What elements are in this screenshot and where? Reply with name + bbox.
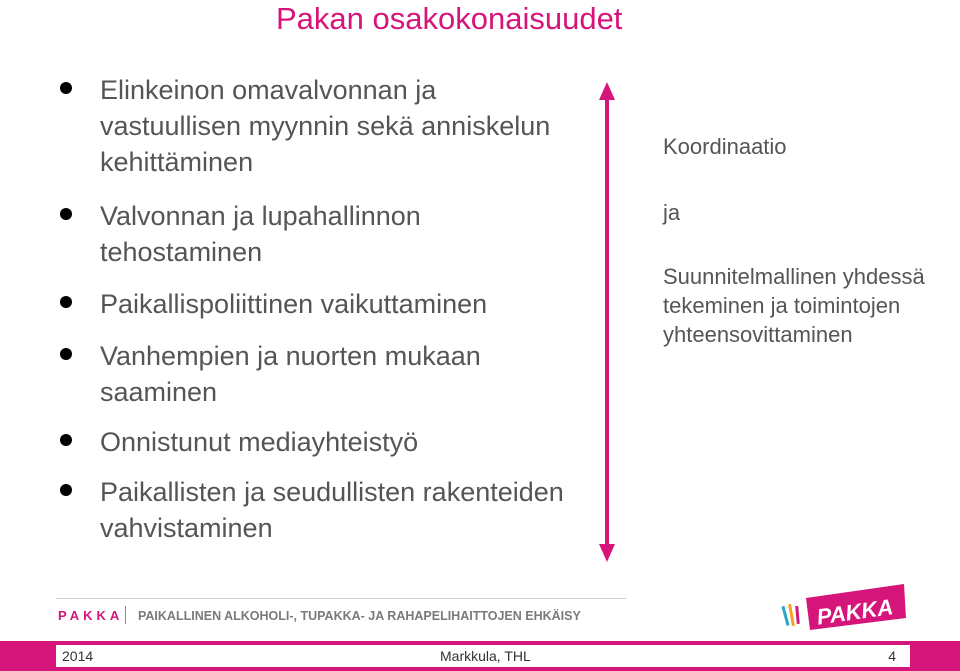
bullet-dot-icon	[60, 434, 72, 446]
bottom-info	[56, 645, 910, 667]
double-arrow-icon	[596, 82, 618, 562]
footer-divider	[56, 598, 626, 599]
bottom-bar	[0, 641, 960, 671]
footer-brand: PAKKA	[58, 608, 124, 623]
coordination-body: Suunnitelmallinen yhdessä tekeminen ja toimintojen yhteensovittaminen	[663, 264, 925, 347]
slide-title: Pakan osakokonaisuudet	[276, 1, 623, 36]
footer-organization: PAIKALLINEN ALKOHOLI-, TUPAKKA- JA RAHAPELIHAITTOJEN EHKÄISY	[138, 609, 581, 623]
bullet-text: Paikallisten ja seudullisten rakenteiden vahvistaminen	[100, 477, 564, 543]
coordination-heading: Koordinaatio	[663, 134, 787, 159]
bullet-item	[60, 424, 600, 460]
bullet-text: Valvonnan ja lupahallinnon tehostaminen	[100, 201, 421, 267]
bullet-text: Elinkeinon omavalvonnan ja vastuullisen myynnin sekä anniskelun kehittäminen	[100, 75, 551, 177]
bullet-dot-icon	[60, 484, 72, 496]
footer-author: Markkula, THL	[440, 648, 531, 664]
bullet-item	[60, 474, 570, 546]
coordination-conjunction: ja	[663, 200, 681, 225]
footer-separator	[125, 606, 126, 624]
svg-text:PAKKA: PAKKA	[815, 594, 895, 630]
bullet-dot-icon	[60, 296, 72, 308]
bullet-item	[60, 286, 620, 322]
bullet-dot-icon	[60, 348, 72, 360]
bullet-dot-icon	[60, 208, 72, 220]
bullet-text: Paikallispoliittinen vaikuttaminen	[100, 289, 488, 319]
page-number: 4	[888, 648, 896, 664]
bullet-item	[60, 72, 570, 180]
bullet-dot-icon	[60, 82, 72, 94]
bullet-item	[60, 198, 570, 270]
bullet-item	[60, 338, 600, 410]
pakka-logo-icon	[780, 578, 910, 634]
bullet-text: Onnistunut mediayhteistyö	[100, 427, 419, 457]
footer-year: 2014	[62, 648, 94, 664]
bullet-text: Vanhempien ja nuorten mukaan saaminen	[100, 341, 481, 407]
